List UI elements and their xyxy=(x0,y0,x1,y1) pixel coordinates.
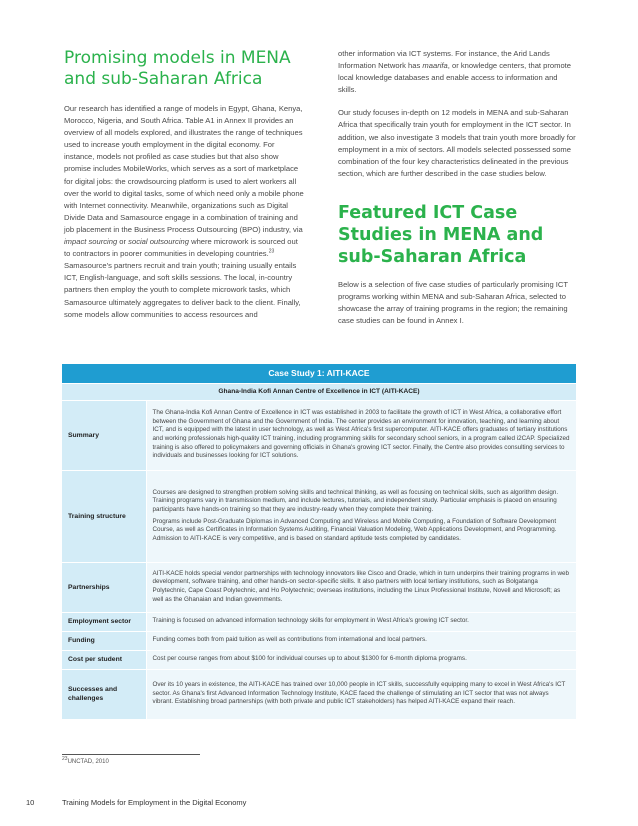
row-label-successes-challenges: Successes and challenges xyxy=(62,669,146,719)
left-column xyxy=(64,48,304,321)
row-text-training-structure: Courses are designed to strengthen problem solving skills and technical thinking, as well as focusing on technical skills, such as algorithm design. Training programs vary in transmission medium, and include lectures, tutorials, and independent study. Particular emphasis is placed on ensuring participants have hands-on training so that they are industry-ready when they complete their training. Programs include Post-Graduate Diplomas in Advanced Computing and Wireless and Mobile Computing, a Foundation of Software Development Course, as well as Certificates in Information Systems Auditing, Financial Valuation Modeling, Web Applications Development, and Programming. Admission to AITI-KACE is very competitive, and is based on standard aptitude tests completed by candidates. xyxy=(146,470,576,562)
row-label-employment-sector: Employment sector xyxy=(62,612,146,631)
row-text-successes-challenges: Over its 10 years in existence, the AITI-KACE has trained over 10,000 people in ICT skills, successfully equipping many to excel in West Africa's ICT sector. As Ghana's first Advanced Information Technology Institute, KACE faced the challenge of stimulating an ICT sector that was not always vibrant. Establishing broad partnerships (with both private and public ICT stakeholders) has helped AITI-KACE expand their reach. xyxy=(146,669,576,719)
table-row xyxy=(62,669,576,719)
table-row xyxy=(62,650,576,669)
right-paragraph-continued: other information via ICT systems. For instance, the Arid Lands Information Network has maarifa, or knowledge centers, that promote local knowledge databases and enable access to information and skills. xyxy=(338,49,572,95)
left-paragraph: Our research has identified a range of models in Egypt, Ghana, Kenya, Morocco, Nigeria, and South Africa. Table A1 in Annex II provides an overview of all models explored, and illustrates the range of techniques used to increase youth employment in the digital economy. For instance, models not profiled as case studies but that also show promise includes MobileWorks, which serves as a sort of marketplace for digital jobs: the crowdsourcing platform is used to alert workers all over the world to digital tasks, some of which need only a mobile phone with Internet connectivity. Meanwhile, organizations such as Digital Divide Data and Samasource engage in a combination of training and job placement in the Business Process Outsourcing (BPO) industry, via impact sourcing or social outsourcing where microwork is sourced out to contractors in poorer communities in developing countries.$^{23}$ Samasource's partners recruit and train youth; training usually entails ICT, English-language, and soft skills sessions. The local, in-country partners then employ the youth to complete microwork tasks, which Samasource ultimately aggregates to deliver back to the client. Finally, some models allow communities to access resources and xyxy=(64,104,304,319)
right-paragraph-study-focus: Our study focuses in-depth on 12 models in MENA and sub-Saharan Africa that specifically train youth for employment in the ICT sector. In addition, we also investigate 3 models that train youth more broadly for employment in a mix of sectors. All models selected possessed some combination of the four key characteristics delineated in the previous section, which are further described in the case studies below. xyxy=(338,108,576,178)
row-text-employment-sector: Training is focused on advanced information technology skills for employment in West Africa's growing ICT sector. xyxy=(146,612,576,631)
page-number: 10 xyxy=(26,798,35,807)
row-text-summary: The Ghana-India Kofi Annan Centre of Excellence in ICT was established in 2003 to facilitate the growth of ICT in West Africa, a collaborative effort between the Government of Ghana and the Government of India. The center provides an environment for innovation, teaching, and learning about ICT, and is equipped with the latest in user technology, as well as West Africa's first supercomputer. AITI-KACE offers graduates of tertiary institutions and working professionals high-quality ICT training, including programming skills for secondary school seniors, in a program called i2CAP. Specialized training is also offered to policymakers and governing officials in Ghana's growing ICT sector. Finally, the Centre also provides consulting services to individuals and businesses looking for ICT solutions. xyxy=(146,400,576,470)
table-row xyxy=(62,400,576,470)
table-row xyxy=(62,470,576,562)
table-row xyxy=(62,631,576,650)
case-study-subtitle: Ghana-India Kofi Annan Centre of Excellence in ICT (AITI-KACE) xyxy=(62,383,576,400)
row-label-cost-per-student: Cost per student xyxy=(62,650,146,669)
row-label-funding: Funding xyxy=(62,631,146,650)
table-row xyxy=(62,562,576,612)
running-footer-title: Training Models for Employment in the Digital Economy xyxy=(62,798,247,807)
row-label-partnerships: Partnerships xyxy=(62,562,146,612)
right-paragraph-selection: Below is a selection of five case studies of particularly promising ICT programs working within MENA and sub-Saharan Africa, selected to showcase the array of training programs in the region; the remaining case studies can be found in Annex I. xyxy=(338,279,568,326)
footnote: $^{23}$UNCTAD, 2010 xyxy=(62,756,109,765)
case-study-title: Case Study 1: AITI-KACE xyxy=(62,364,576,383)
case-study-table xyxy=(62,364,576,720)
row-label-summary: Summary xyxy=(62,400,146,470)
section-heading-featured-cases: Featured ICT Case Studies in MENA and sub-Saharan Africa xyxy=(338,202,544,267)
row-label-training-structure: Training structure xyxy=(62,470,146,562)
row-text-funding: Funding comes both from paid tuition as well as contributions from international and local partners. xyxy=(146,631,576,650)
right-column xyxy=(338,48,576,327)
footnote-divider xyxy=(62,754,200,755)
row-text-partnerships: AITI-KACE holds special vendor partnerships with technology innovators like Cisco and Oracle, which in turn underpins their training programs in web development, software training, and other hands-on sector-specific skills. It also partners with local tertiary institutions, such as Bolgatanga Polytechnic, Cape Coast Polytechnic, and Ho Polytechnic; overseas institutions, including the Linux Professional Institute, Novell and Microsoft; as well as the Ghanaian and Indian governments. xyxy=(146,562,576,612)
table-row xyxy=(62,612,576,631)
footnote-ref[interactable]: 23 xyxy=(268,248,275,255)
section-heading-promising-models: Promising models in MENA and sub-Saharan Africa xyxy=(64,48,291,89)
row-text-cost-per-student: Cost per course ranges from about $100 for individual courses up to about $1300 for 6-month diploma programs. xyxy=(146,650,576,669)
